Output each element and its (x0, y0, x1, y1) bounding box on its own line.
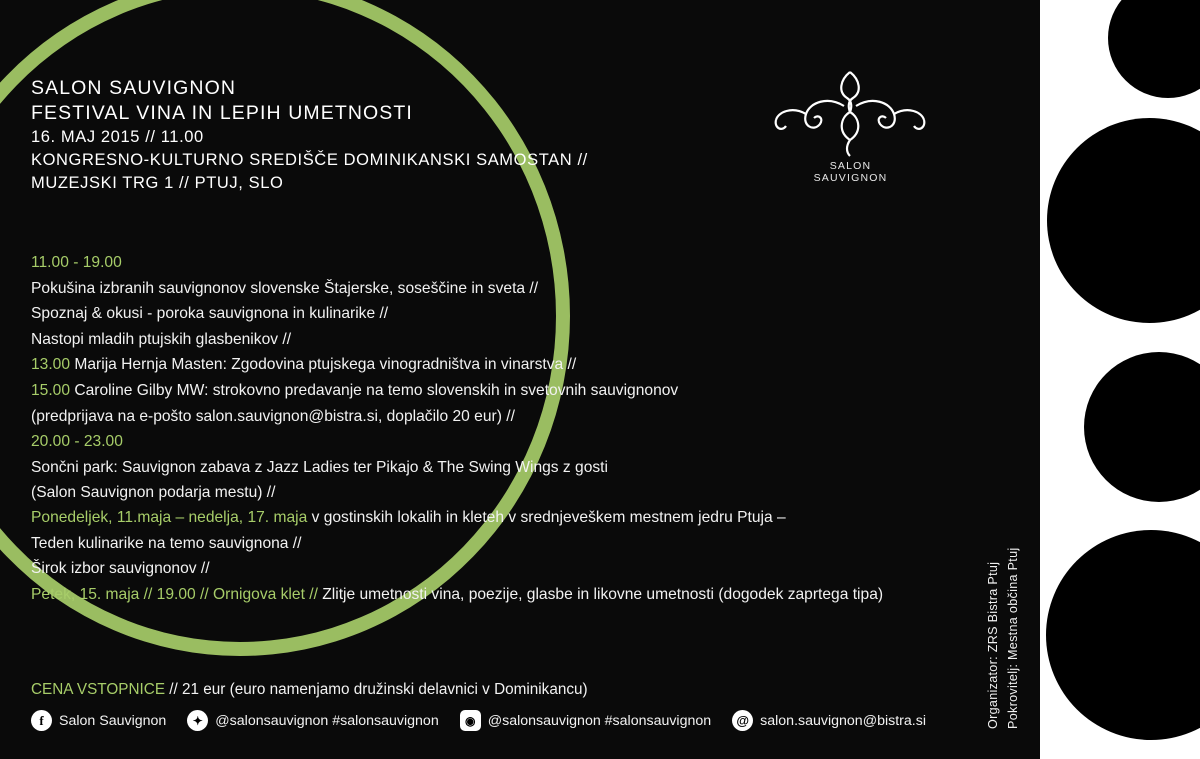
title-line-2: FESTIVAL VINA IN LEPIH UMETNOSTI (31, 102, 413, 124)
decorative-right-panel (1040, 0, 1200, 759)
venue-address: MUZEJSKI TRG 1 // PTUJ, SLO (31, 174, 284, 192)
programme-item (31, 480, 991, 506)
social-label-email[interactable]: salon.sauvignon@bistra.si (760, 712, 926, 729)
social-link-instagram[interactable] (460, 710, 711, 731)
social-label-facebook[interactable]: Salon Sauvignon (59, 712, 167, 729)
programme-text: Marija Hernja Masten: Zgodovina ptujskega vinogradništva in vinarstva // (74, 356, 577, 374)
social-label-twitter[interactable]: @salonsauvignon #salonsauvignon (215, 712, 439, 729)
credit-organizer: Organizator: ZRS Bistra Ptuj (986, 561, 1000, 729)
secondary-item (31, 531, 1011, 557)
programme-item (31, 455, 991, 481)
decorative-circle (1108, 0, 1200, 98)
social-link-facebook[interactable] (31, 710, 166, 731)
logo-wordmark (748, 160, 953, 184)
social-link-email[interactable] (732, 710, 926, 731)
programme-text: (predprijava na e-pošto salon.sauvignon@bistra.si, doplačilo 20 eur) // (31, 407, 515, 425)
social-label-instagram[interactable]: @salonsauvignon #salonsauvignon (487, 712, 712, 729)
secondary-item (31, 505, 1011, 531)
email-icon[interactable]: @ (732, 710, 753, 731)
brand-logo (748, 62, 953, 187)
logo-wordmark-line-1: SALON (829, 160, 872, 172)
programme-item (31, 327, 991, 353)
programme-text: Pokušina izbranih sauvignonov slovenske Štajerske, soseščine in sveta // (31, 279, 539, 297)
secondary-text: Zlitje umetnosti vina, poezije, glasbe in likovne umetnosti (dogodek zaprtega tipa) (317, 585, 884, 603)
programme-text: Spoznaj & okusi - poroka sauvignona in kulinarike // (31, 305, 389, 323)
twitter-icon[interactable]: ✦ (187, 710, 208, 731)
programme-time: 13.00 (31, 356, 71, 374)
programme-time: 15.00 (31, 381, 71, 399)
decorative-circle (1084, 352, 1200, 502)
decorative-circle (1047, 118, 1200, 323)
social-link-twitter[interactable] (187, 710, 438, 731)
ticket-price-label: CENA VSTOPNICE (31, 681, 166, 698)
secondary-highlight: Petek, 15. maja // 19.00 // Ornigova klet // (31, 585, 318, 603)
secondary-highlight: Ponedeljek, 11.maja – nedelja, 17. maja (31, 509, 308, 526)
salon-sauvignon-monogram-icon (748, 62, 953, 162)
secondary-text: Širok izbor sauvignonov // (31, 560, 210, 578)
secondary-item (31, 556, 1011, 582)
ticket-price (31, 681, 1011, 699)
programme-item (31, 250, 991, 276)
programme-item (31, 404, 991, 430)
programme-time: 11.00 - 19.00 (31, 254, 122, 271)
facebook-icon[interactable]: f (31, 710, 52, 731)
secondary-item (31, 582, 1011, 608)
programme-list (31, 250, 991, 506)
programme-item (31, 378, 991, 404)
instagram-icon[interactable]: ◉ (460, 710, 481, 731)
ticket-price-text: // 21 eur (euro namenjamo družinski delavnici v Dominikancu) (165, 681, 588, 698)
venue-name: KONGRESNO-KULTURNO SREDIŠČE DOMINIKANSKI SAMOSTAN // (31, 151, 588, 169)
programme-item (31, 301, 991, 327)
secondary-text: v gostinskih lokalih in kleteh v srednjeveškem mestnem jedru Ptuja – (307, 509, 786, 526)
programme-text: Sončni park: Sauvignon zabava z Jazz Ladies ter Pikajo & The Swing Wings z gosti (31, 458, 608, 476)
title-line-1: SALON SAUVIGNON (31, 77, 237, 99)
credit-patron: Pokrovitelj: Mestna občina Ptuj (1006, 547, 1020, 729)
decorative-circle (1046, 530, 1200, 740)
credits (986, 209, 1032, 729)
programme-text: (Salon Sauvignon podarja mestu) // (31, 484, 276, 502)
programme-text: Nastopi mladih ptujskih glasbenikov // (31, 330, 292, 348)
page-title (31, 76, 588, 195)
programme-item (31, 429, 991, 455)
programme-item (31, 352, 991, 378)
social-links (31, 710, 1011, 731)
event-date-time: 16. MAJ 2015 // 11.00 (31, 128, 204, 146)
logo-wordmark-line-2: SAUVIGNON (813, 172, 888, 184)
footer (31, 681, 1011, 731)
secondary-programme-list (31, 505, 1011, 607)
programme-time: 20.00 - 23.00 (31, 433, 123, 451)
programme-item (31, 276, 991, 302)
programme-text: Caroline Gilby MW: strokovno predavanje na temo slovenskih in svetovnih sauvignonov (74, 381, 679, 399)
secondary-text: Teden kulinarike na temo sauvignona // (31, 534, 302, 552)
